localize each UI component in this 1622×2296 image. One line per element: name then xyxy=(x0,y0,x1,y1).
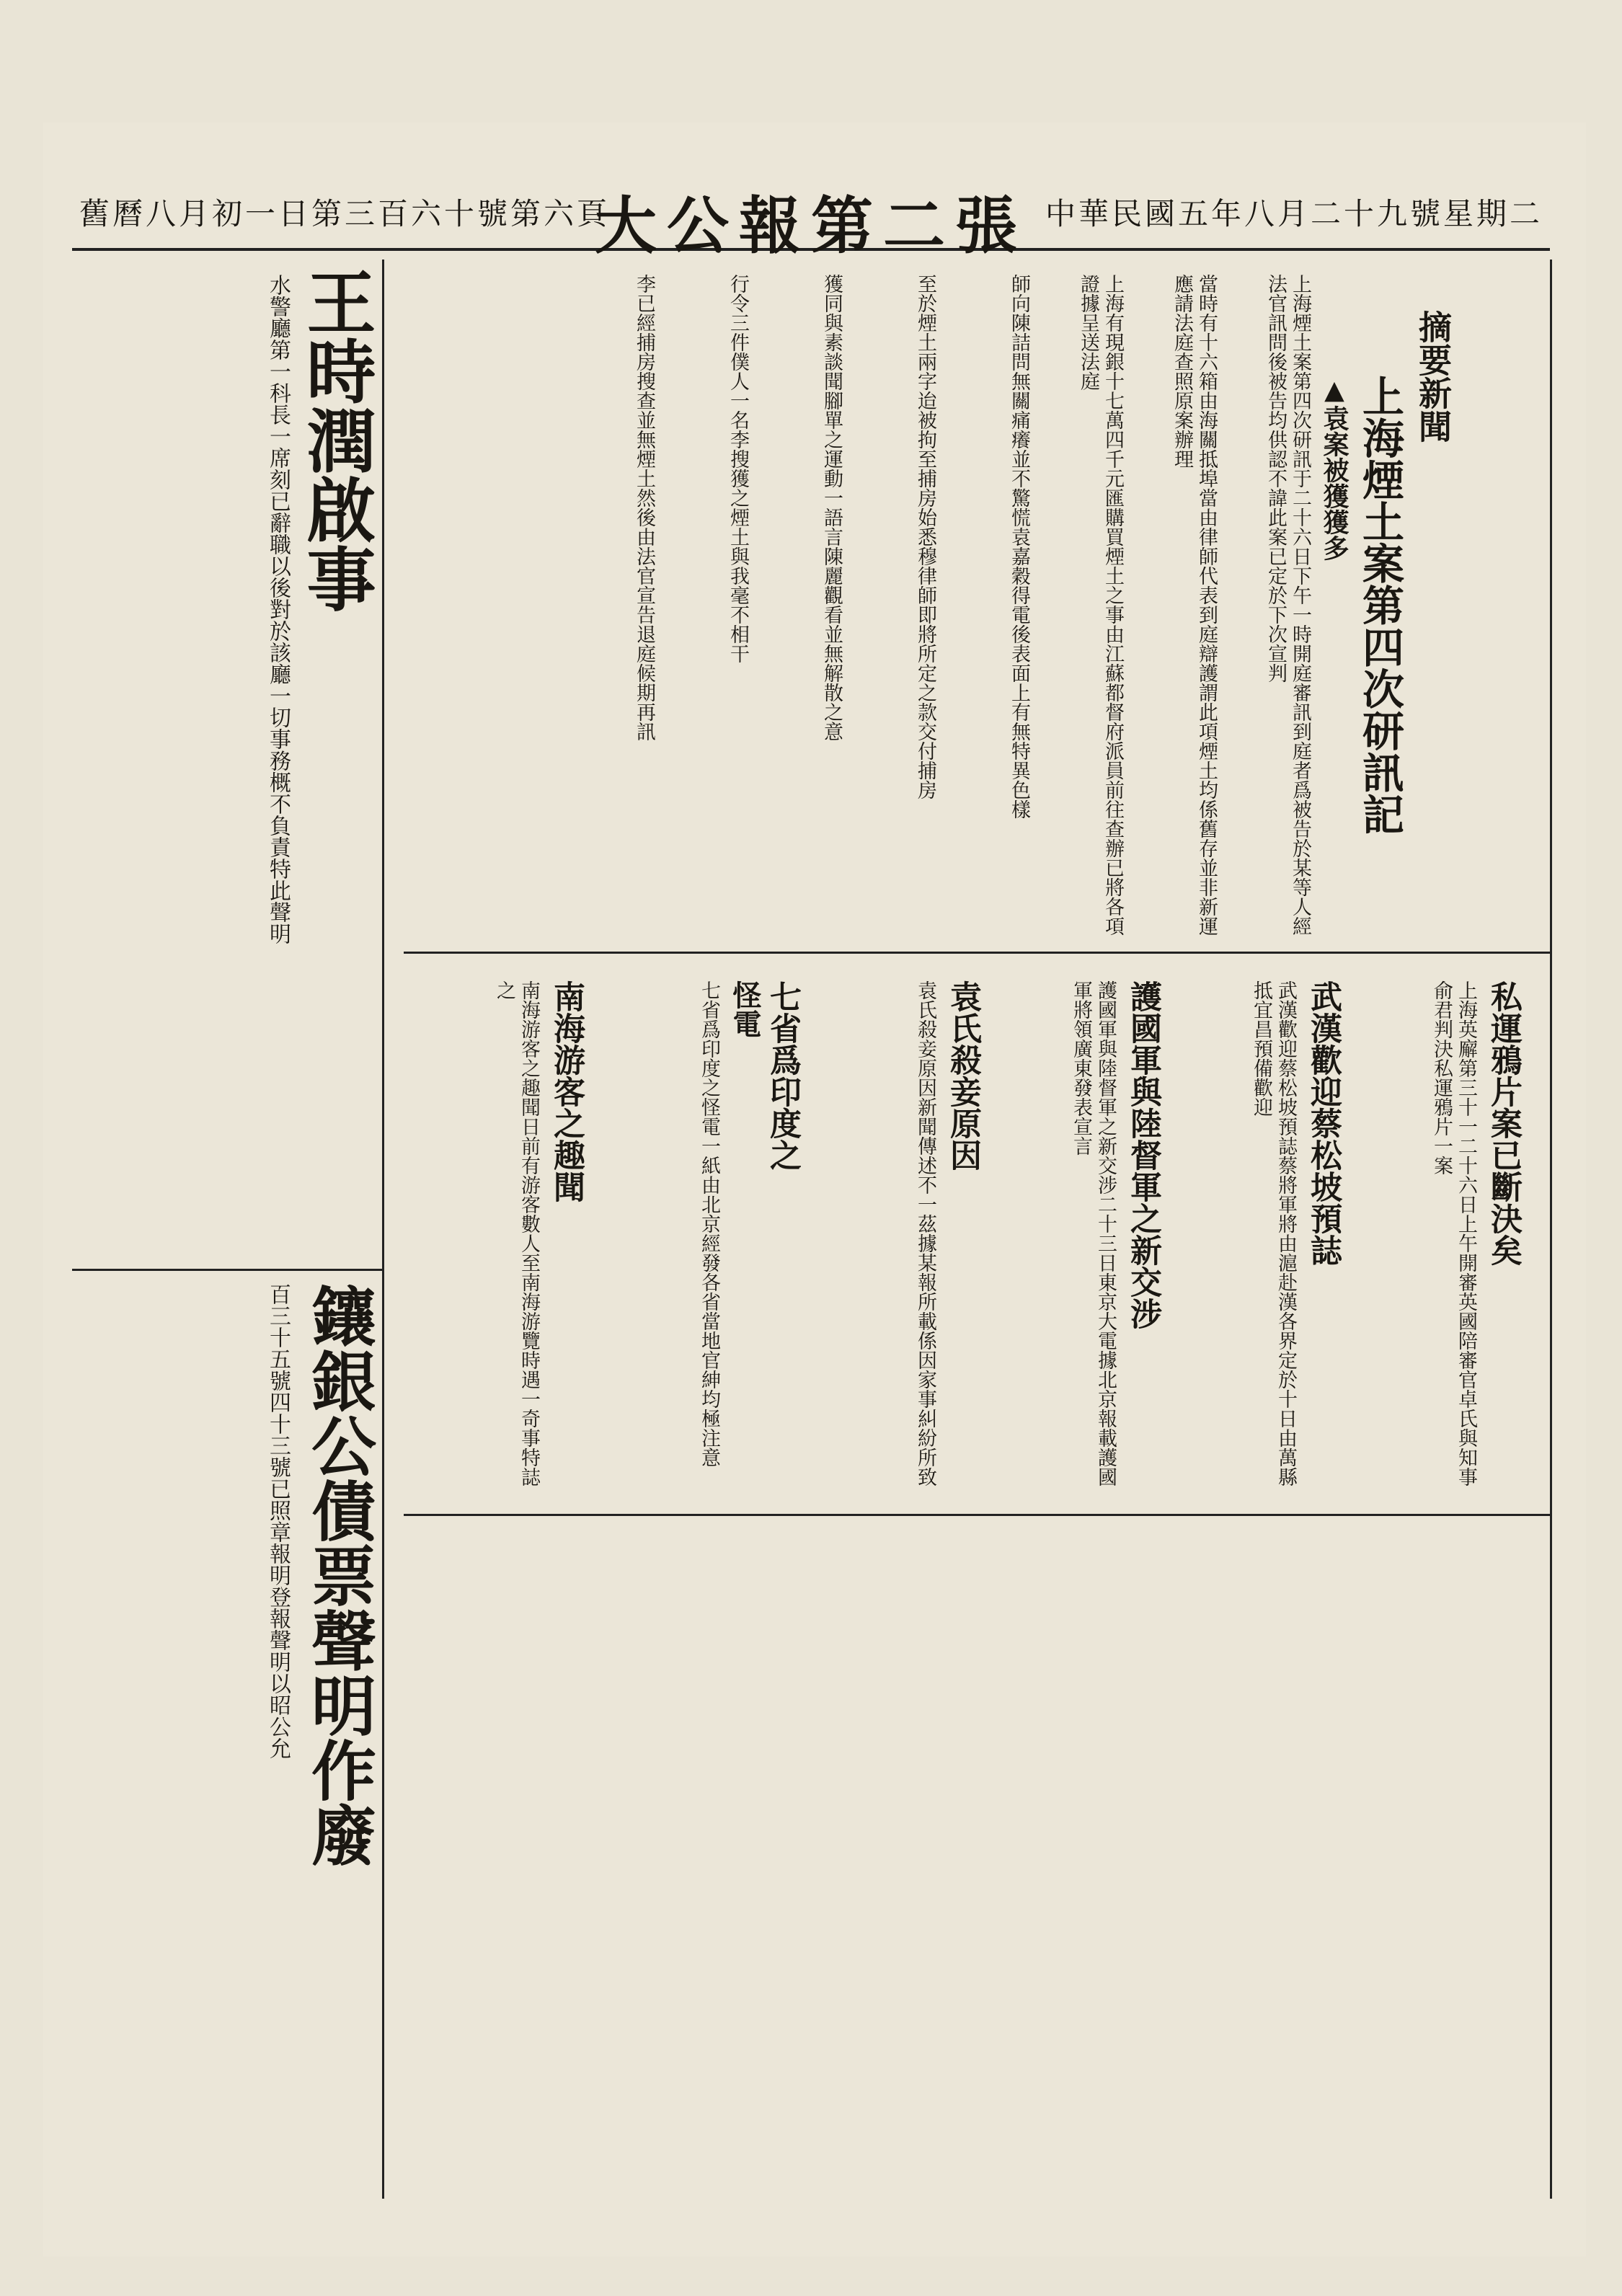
news2-text: 武漢歡迎蔡松坡預誌蔡將軍將由滬赴漢各界定於十日由萬縣抵宜昌預備歡迎 xyxy=(1250,980,1297,1486)
main-title: 上海煙土案第四次研訊記 xyxy=(1355,375,1404,835)
main-column-6: 獲同與素談聞腳單之運動一語言陳麗觀看並無解散之意 xyxy=(820,274,843,741)
ad-title-bond: 鑲銀公債票聲明作廢 xyxy=(300,1283,376,1867)
right-border-rule xyxy=(1550,260,1552,2199)
news7-text: 南海游客之趣聞日前有游客數人至南海游覽時遇一奇事特誌之 xyxy=(493,980,540,1486)
news5-text: 七省爲印度之怪電一紙由北京經發各省當地官紳均極注意 xyxy=(698,980,720,1467)
masthead xyxy=(72,176,1550,262)
left-ad-column xyxy=(72,260,384,2199)
ad-body-wang: 水警廳第一科長一席刻已辭職以後對於該廳一切事務概不負責特此聲明 xyxy=(265,274,291,944)
main-subtitle: ▲袁案被獲獲多 xyxy=(1319,375,1350,561)
main-column-5: 至於煙土兩字迨被拘至捕房始悉穆律師即將所定之款交付捕房 xyxy=(914,274,936,799)
masthead-date-right: 中華民國五年八月二十九號星期二 xyxy=(1045,196,1543,231)
news6-title: 怪電 xyxy=(728,980,762,1038)
lower-divider xyxy=(404,1514,1550,1516)
news2-title: 武漢歡迎蔡松坡預誌 xyxy=(1305,980,1342,1266)
main-column-4: 師向陳詰問無關痛癢並不驚慌袁嘉穀得電後表面上有無特異色樣 xyxy=(1008,274,1030,819)
ad-divider xyxy=(72,1269,382,1271)
main-column-3: 上海有現銀十七萬四千元匯購買煙土之事由江蘇都督府派員前往查辦已將各項證據呈送法庭 xyxy=(1077,274,1124,936)
ad-body-bond: 百三十五號四十三號已照章報明登報聲明以昭公允 xyxy=(265,1283,291,1759)
masthead-date-left: 舊曆八月初一日第三百六十號第六頁 xyxy=(79,196,611,231)
main-column-1: 上海煙土案第四次研訊于二十六日下午一時開庭審訊到庭者爲被告於某等人經法官訊問後被告均供認不諱此案已定於下次宣判 xyxy=(1264,274,1311,936)
news4-text: 袁氏殺妾原因新聞傳述不一茲據某報所載係因家事糾紛所致 xyxy=(914,980,936,1486)
news1-text: 上海英廨第三十一二十六日上午開審英國陪審官卓氏與知事俞君判決私運鴉片一案 xyxy=(1430,980,1477,1486)
news7-title: 南海游客之趣聞 xyxy=(548,980,585,1202)
main-column-7: 行令三件僕人一名李搜獲之煙土與我毫不相干 xyxy=(727,274,749,663)
ad-title-wang: 王時潤啟事 xyxy=(296,267,377,613)
main-bottom-rule xyxy=(404,952,1550,954)
news3-text: 護國軍與陸督軍之新交涉二十三日東京大電據北京報載護國軍將領廣東發表宣言 xyxy=(1070,980,1117,1486)
masthead-title: 大公報第二張 xyxy=(595,190,1027,262)
news3-title: 護國軍與陸督軍之新交涉 xyxy=(1125,980,1161,1329)
news4-title: 袁氏殺妾原因 xyxy=(944,980,981,1171)
news1-title: 私運鴉片案已斷決矣 xyxy=(1485,980,1522,1266)
main-column-8: 李已經捕房搜查並無煙土然後由法官宣告退庭候期再訊 xyxy=(633,274,655,741)
news5-title: 七省爲印度之 xyxy=(764,980,801,1171)
main-column-2: 當時有十六箱由海關抵埠當由律師代表到庭辯護謂此項煙土均係舊存並非新運應請法庭查照原案辦理 xyxy=(1171,274,1218,936)
main-kicker: 摘要新聞 xyxy=(1414,310,1453,443)
